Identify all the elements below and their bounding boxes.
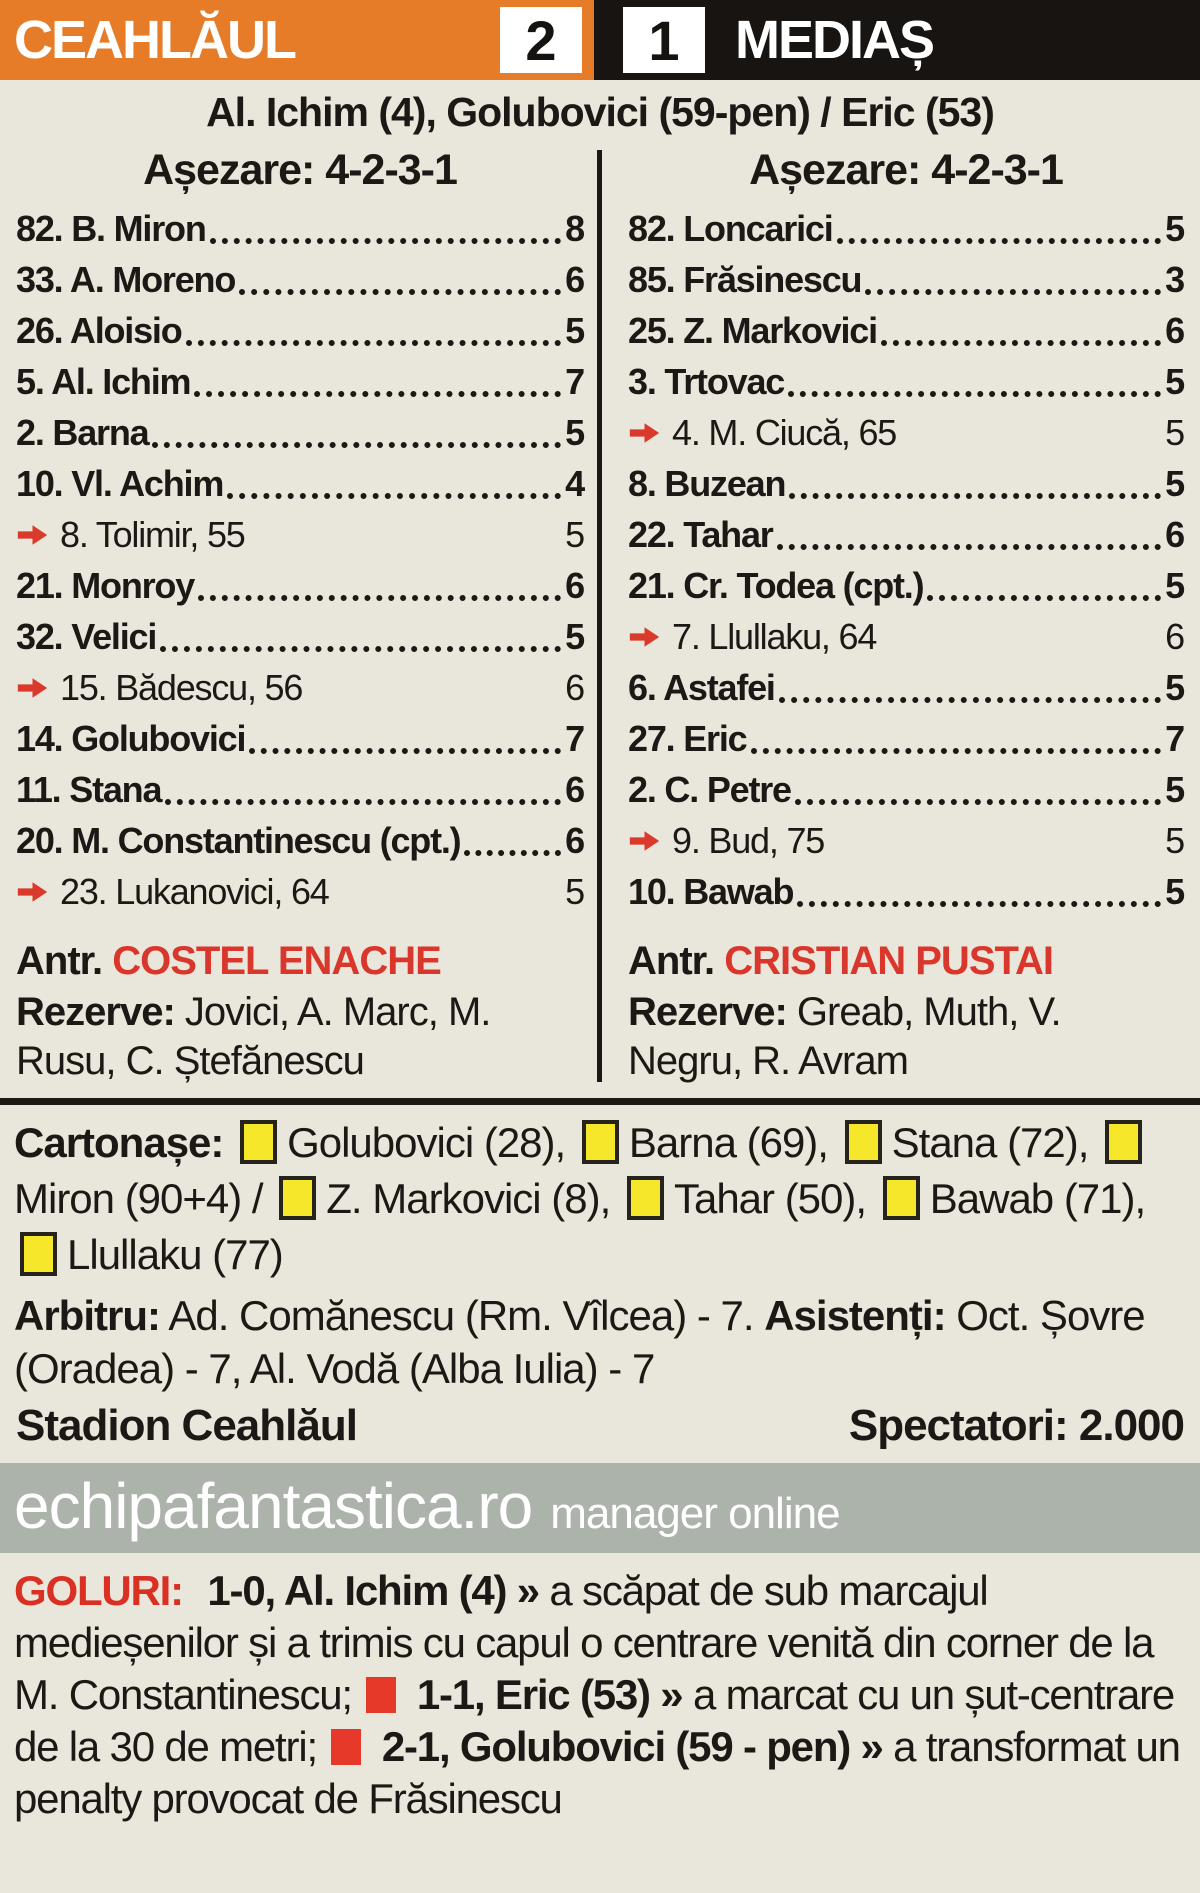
dot-leader (186, 340, 562, 346)
lineups-section (0, 140, 1200, 1094)
away-team-strip (594, 0, 1200, 80)
player-rating: 5 (1165, 411, 1184, 453)
coach-label: Antr. (628, 939, 715, 983)
away-player-row (628, 713, 1184, 764)
dot-leader (194, 391, 561, 397)
home-substitute-row (16, 866, 584, 917)
away-player-row (628, 356, 1184, 407)
dot-leader (779, 697, 1161, 703)
substitution-arrow-icon (16, 524, 49, 546)
cards-paragraph (0, 1115, 1200, 1283)
carded-player: Stana (72), (891, 1119, 1100, 1166)
home-player-row (16, 611, 584, 662)
dot-leader (210, 238, 562, 244)
home-player-row (16, 560, 584, 611)
player-name: 33. A. Moreno (16, 258, 236, 300)
yellow-card-icon (240, 1120, 277, 1164)
goals-paragraph (0, 1565, 1200, 1825)
player-rating: 6 (565, 768, 584, 810)
away-player-row (628, 305, 1184, 356)
home-player-row (16, 254, 584, 305)
player-name: 8. Buzean (628, 462, 786, 504)
away-player-row (628, 254, 1184, 305)
scorers-line: Al. Ichim (4), Golubovici (59-pen) / Eric (53) (206, 89, 994, 135)
red-square-icon (366, 1677, 396, 1713)
home-reserves (16, 988, 584, 1086)
player-rating: 6 (565, 258, 584, 300)
player-rating: 6 (565, 564, 584, 606)
player-name: 10. Vl. Achim (16, 462, 224, 504)
player-rating: 8 (565, 207, 584, 249)
dot-leader (165, 799, 561, 805)
away-coach-line (628, 939, 1184, 984)
away-substitute-row (628, 611, 1184, 662)
player-rating: 5 (1165, 768, 1184, 810)
player-rating: 7 (1165, 717, 1184, 759)
yellow-card-icon (845, 1120, 882, 1164)
away-player-row (628, 458, 1184, 509)
player-name: 8. Tolimir, 55 (60, 513, 245, 555)
away-coach-name: CRISTIAN PUSTAI (724, 939, 1053, 983)
player-rating: 5 (565, 513, 584, 555)
away-score: 1 (623, 7, 705, 73)
player-rating: 7 (565, 717, 584, 759)
reserves-label: Rezerve: (16, 990, 175, 1034)
player-name: 25. Z. Markovici (628, 309, 877, 351)
home-player-row (16, 407, 584, 458)
player-name: 9. Bud, 75 (672, 819, 825, 861)
dot-leader (865, 289, 1161, 295)
substitution-arrow-icon (16, 881, 49, 903)
carded-player: Z. Markovici (8), (326, 1175, 621, 1222)
substitution-arrow-icon (628, 626, 661, 648)
referee-label: Arbitru: (14, 1292, 160, 1339)
dot-leader (881, 340, 1161, 346)
dot-leader (777, 544, 1162, 550)
player-rating: 5 (1165, 819, 1184, 861)
away-player-row (628, 866, 1184, 917)
carded-player: Barna (69), (628, 1119, 839, 1166)
player-rating: 5 (1165, 462, 1184, 504)
red-square-icon (331, 1729, 361, 1765)
sponsor-tagline: manager online (550, 1489, 840, 1538)
away-reserves (628, 988, 1184, 1086)
home-substitute-row (16, 662, 584, 713)
player-rating: 5 (565, 615, 584, 657)
dot-leader (789, 493, 1161, 499)
player-rating: 6 (1165, 513, 1184, 555)
player-rating: 5 (1165, 360, 1184, 402)
home-reserves-names: Jovici, A. Marc, M. Rusu, C. Ștefănescu (16, 990, 491, 1083)
player-name: 21. Cr. Todea (cpt.) (628, 564, 924, 606)
player-rating: 6 (565, 819, 584, 861)
player-name: 23. Lukanovici, 64 (60, 870, 329, 912)
dot-leader (198, 595, 561, 601)
home-substitute-row (16, 509, 584, 560)
dot-leader (788, 391, 1161, 397)
home-team-name: CEAHLĂUL (14, 10, 295, 70)
carded-player: Tahar (50), (673, 1175, 877, 1222)
player-name: 6. Astafei (628, 666, 775, 708)
cards-label: Cartonașe: (14, 1119, 235, 1166)
yellow-card-icon (1105, 1120, 1142, 1164)
player-rating: 7 (565, 360, 584, 402)
player-name: 4. M. Ciucă, 65 (672, 411, 897, 453)
substitution-arrow-icon (16, 677, 49, 699)
home-formation: Așezare: 4-2-3-1 (143, 146, 457, 194)
yellow-card-icon (20, 1232, 57, 1276)
player-name: 27. Eric (628, 717, 747, 759)
dot-leader (249, 748, 561, 754)
coach-label: Antr. (16, 939, 103, 983)
carded-player: Golubovici (28), (287, 1119, 576, 1166)
dot-leader (751, 748, 1162, 754)
home-player-row (16, 203, 584, 254)
carded-player: Llullaku (77) (67, 1231, 283, 1278)
player-name: 22. Tahar (628, 513, 773, 555)
player-rating: 4 (565, 462, 584, 504)
carded-player: Miron (90+4) / (14, 1175, 274, 1222)
player-rating: 5 (565, 411, 584, 453)
sponsor-banner (0, 1463, 1200, 1553)
goal-description: a scăpat de sub marcajul medieșenilor și a trimis cu capul o centrare venită din corner de la M. Constantinescu; (14, 1567, 1154, 1718)
player-name: 82. Loncarici (628, 207, 833, 249)
sponsor-site: echipafantastica.ro (14, 1470, 533, 1542)
home-lineup-list (16, 203, 584, 917)
goals-label: GOLURI: (14, 1567, 183, 1614)
player-rating: 5 (1165, 207, 1184, 249)
home-lineup-column (0, 144, 600, 1086)
away-lineup-column (600, 144, 1200, 1086)
home-player-row (16, 713, 584, 764)
player-name: 32. Velici (16, 615, 157, 657)
goal-description: a marcat cu un șut-centrare de la 30 de metri; (14, 1671, 1175, 1770)
player-name: 26. Aloisio (16, 309, 182, 351)
yellow-card-icon (279, 1176, 316, 1220)
score-bar (0, 0, 1200, 80)
player-name: 7. Llullaku, 64 (672, 615, 877, 657)
away-player-row (628, 662, 1184, 713)
home-score: 2 (500, 7, 582, 73)
goal-description: a transformat un penalty provocat de Frăsinescu (14, 1723, 1180, 1822)
substitution-arrow-icon (628, 422, 661, 444)
home-player-row (16, 305, 584, 356)
away-substitute-row (628, 407, 1184, 458)
column-divider (597, 150, 602, 1082)
yellow-card-icon (883, 1176, 920, 1220)
player-rating: 5 (1165, 666, 1184, 708)
yellow-card-icon (582, 1120, 619, 1164)
away-player-row (628, 203, 1184, 254)
player-name: 2. C. Petre (628, 768, 791, 810)
player-rating: 5 (1165, 870, 1184, 912)
player-name: 11. Stana (16, 768, 162, 810)
goal-score: 2-1, Golubovici (59 - pen) » (371, 1723, 894, 1770)
assistants-label: Asistenți: (764, 1292, 946, 1339)
dot-leader (239, 289, 561, 295)
player-name: 2. Barna (16, 411, 149, 453)
player-name: 14. Golubovici (16, 717, 246, 759)
away-team-name: MEDIAȘ (735, 10, 934, 70)
away-player-row (628, 509, 1184, 560)
player-rating: 6 (1165, 309, 1184, 351)
player-name: 10. Bawab (628, 870, 794, 912)
away-substitute-row (628, 815, 1184, 866)
player-rating: 6 (565, 666, 584, 708)
goal-score: 1-0, Al. Ichim (4) » (196, 1567, 550, 1614)
home-coach-name: COSTEL ENACHE (112, 939, 441, 983)
goal-score: 1-1, Eric (53) » (406, 1671, 693, 1718)
dot-leader (795, 799, 1161, 805)
home-player-row (16, 815, 584, 866)
player-rating: 5 (565, 870, 584, 912)
away-reserves-names: Greab, Muth, V. Negru, R. Avram (628, 990, 1061, 1083)
dot-leader (797, 901, 1161, 907)
dot-leader (227, 493, 561, 499)
home-team-strip (0, 0, 594, 80)
home-player-row (16, 764, 584, 815)
player-rating: 5 (565, 309, 584, 351)
away-lineup-list (628, 203, 1184, 917)
player-rating: 6 (1165, 615, 1184, 657)
away-player-row (628, 560, 1184, 611)
away-formation: Așezare: 4-2-3-1 (749, 146, 1063, 194)
reserves-label: Rezerve: (628, 990, 787, 1034)
officials-paragraph (0, 1289, 1200, 1395)
player-name: 3. Trtovac (628, 360, 785, 402)
yellow-card-icon (627, 1176, 664, 1220)
assistants-names: Oct. Șovre (Oradea) - 7, Al. Vodă (Alba Iulia) - 7 (14, 1292, 1145, 1392)
player-name: 20. M. Constantinescu (cpt.) (16, 819, 461, 861)
player-name: 85. Frăsinescu (628, 258, 862, 300)
home-coach-line (16, 939, 584, 984)
substitution-arrow-icon (628, 830, 661, 852)
dot-leader (837, 238, 1162, 244)
dot-leader (464, 850, 561, 856)
carded-player: Bawab (71), (929, 1175, 1146, 1222)
player-name: 82. B. Miron (16, 207, 206, 249)
home-player-row (16, 458, 584, 509)
player-name: 21. Monroy (16, 564, 195, 606)
player-rating: 5 (1165, 564, 1184, 606)
home-player-row (16, 356, 584, 407)
away-player-row (628, 764, 1184, 815)
horizontal-rule (0, 1098, 1200, 1105)
dot-leader (160, 646, 561, 652)
spectators-count: Spectatori: 2.000 (848, 1401, 1184, 1450)
referee-name: Ad. Comănescu (Rm. Vîlcea) - 7. (168, 1292, 754, 1339)
player-rating: 3 (1165, 258, 1184, 300)
player-name: 15. Bădescu, 56 (60, 666, 303, 708)
venue-line (0, 1401, 1200, 1451)
stadium-name: Stadion Ceahlăul (16, 1401, 357, 1450)
player-name: 5. Al. Ichim (16, 360, 191, 402)
dot-leader (927, 595, 1161, 601)
dot-leader (152, 442, 561, 448)
